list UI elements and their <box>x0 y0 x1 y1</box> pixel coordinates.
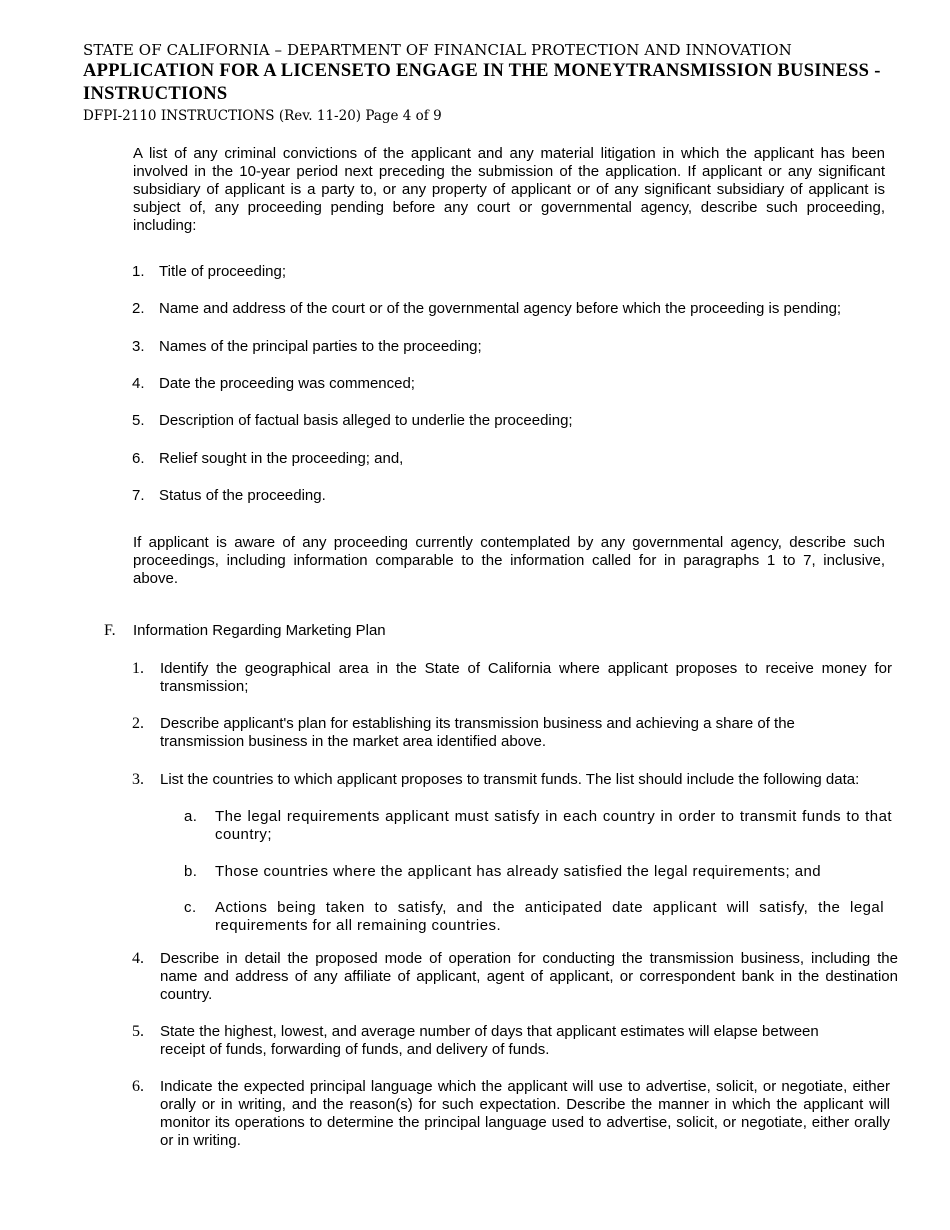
sub-item-letter: c. <box>184 899 197 916</box>
list-item <box>132 263 892 281</box>
list-item-number: 3. <box>132 338 145 355</box>
list-item-text: Indicate the expected principal language which the applicant will use to advertise, solicit, or negotiate, either orally or in writing, and the reason(s) for such expectation. Describe the manner in which the applicant will monitor its operations to determine the principal language used to advertise, solicit, or negotiate, either orally or in writing. <box>160 1078 890 1149</box>
list-item-number: 4. <box>132 375 145 392</box>
list-item-number: 2. <box>132 715 144 732</box>
section-letter: F. <box>104 622 116 639</box>
list-item-text: Status of the proceeding. <box>159 487 326 504</box>
list-item-text: List the countries to which applicant proposes to transmit funds. The list should include the following data: <box>160 771 860 788</box>
list-item-text: State the highest, lowest, and average number of days that applicant estimates will elapse between receipt of funds, forwarding of funds, and delivery of funds. <box>160 1023 819 1058</box>
list-item-text: Identify the geographical area in the State of California where applicant proposes to receive money for transmission; <box>160 660 892 695</box>
list-item <box>132 1023 892 1059</box>
sub-item-letter: a. <box>184 808 198 825</box>
list-item-number: 2. <box>132 300 145 317</box>
sub-list-item <box>184 808 892 844</box>
list-item-number: 7. <box>132 487 145 504</box>
list-item-number: 6. <box>132 1078 144 1095</box>
agency-line: STATE OF CALIFORNIA – DEPARTMENT OF FINANCIAL PROTECTION AND INNOVATION <box>83 41 792 59</box>
sub-item-letter: b. <box>184 863 198 880</box>
list-item-number: 3. <box>132 771 144 788</box>
list-item <box>132 375 892 393</box>
list-item-text: Date the proceeding was commenced; <box>159 375 415 392</box>
list-item-text: Name and address of the court or of the governmental agency before which the proceeding is pending; <box>159 300 842 317</box>
document-header <box>83 40 923 126</box>
form-revision-line: DFPI-2110 INSTRUCTIONS (Rev. 11-20) Page 4 of 9 <box>83 108 442 124</box>
list-item <box>132 412 892 430</box>
sub-item-text: Those countries where the applicant has already satisfied the legal requirements; and <box>215 863 822 880</box>
list-item <box>132 715 892 751</box>
sub-item-text: Actions being taken to satisfy, and the anticipated date applicant will satisfy, the legal requirements for all remaining countries. <box>215 899 884 934</box>
list-item-number: 5. <box>132 1023 144 1040</box>
list-item-number: 6. <box>132 450 145 467</box>
section-heading-text: Information Regarding Marketing Plan <box>133 622 386 639</box>
list-item-text: Describe in detail the proposed mode of operation for conducting the transmission business, including the name and address of any affiliate of applicant, agent of applicant, or correspondent bank in the destination country. <box>160 950 898 1003</box>
list-item-number: 5. <box>132 412 145 429</box>
list-item-text: Describe applicant's plan for establishing its transmission business and achieving a share of the transmission business in the market area identified above. <box>160 715 795 750</box>
list-item <box>132 660 892 696</box>
document-title <box>83 60 923 106</box>
list-item <box>132 338 892 356</box>
list-item <box>132 950 898 1004</box>
list-item-text: Title of proceeding; <box>159 263 287 280</box>
list-item <box>132 771 902 789</box>
document-title-line-1: APPLICATION FOR A LICENSETO ENGAGE IN THE MONEYTRANSMISSION BUSINESS - <box>83 61 881 81</box>
sub-item-text: The legal requirements applicant must satisfy in each country in order to transmit funds to that country; <box>215 808 892 843</box>
section-f-heading <box>104 622 504 640</box>
list-item <box>132 300 892 318</box>
list-item-number: 1. <box>132 263 145 280</box>
document-title-line-2: INSTRUCTIONS <box>83 84 228 104</box>
list-item-number: 4. <box>132 950 144 967</box>
list-item <box>132 487 892 505</box>
list-item-number: 1. <box>132 660 144 677</box>
contemplated-proceedings-paragraph: If applicant is aware of any proceeding currently contemplated by any governmental agency, describe such proceedings, including information comparable to the information called for in paragraphs 1 to 7, inclusive, above. <box>133 534 885 587</box>
sub-list-item <box>184 863 892 881</box>
sub-list-item <box>184 899 884 935</box>
litigation-intro-paragraph: A list of any criminal convictions of the applicant and any material litigation in which the applicant has been involved in the 10-year period next preceding the submission of the application. If applicant or any significant subsidiary of applicant is a party to, or any property of applicant or of any significant subsidiary of applicant is subject of, any proceeding pending before any court or governmental agency, describe such proceeding, including: <box>133 145 885 234</box>
list-item <box>132 450 892 468</box>
list-item-text: Names of the principal parties to the proceeding; <box>159 338 482 355</box>
list-item-text: Description of factual basis alleged to underlie the proceeding; <box>159 412 573 429</box>
list-item <box>132 1078 890 1150</box>
list-item-text: Relief sought in the proceeding; and, <box>159 450 404 467</box>
